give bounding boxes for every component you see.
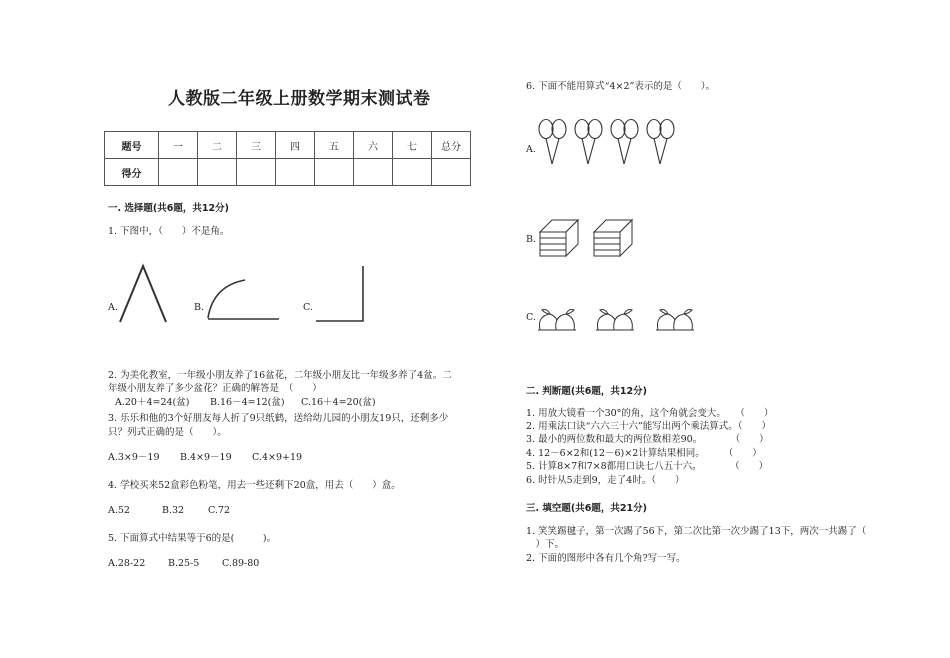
q3-line2: 只？列式正确的是（ ）。 xyxy=(108,427,227,438)
q6-option-c: C. xyxy=(526,312,536,323)
q4-option-a: A.52 xyxy=(108,505,130,516)
score-header-cell: 六 xyxy=(354,132,393,159)
score-row-label: 得分 xyxy=(105,159,159,186)
paper-title: 人教版二年级上册数学期末测试卷 xyxy=(168,89,431,109)
score-cell[interactable] xyxy=(237,159,276,186)
q6-option-b: B. xyxy=(526,234,537,245)
q2-option-b: B.16－4=12(盆) xyxy=(210,397,285,408)
q6-text: 6. 下面不能用算式“4×2”表示的是（ ）。 xyxy=(526,81,716,92)
score-header-cell: 七 xyxy=(393,132,432,159)
score-header-cell: 题号 xyxy=(105,132,159,159)
peach-pair-icon xyxy=(656,310,694,331)
score-cell[interactable] xyxy=(354,159,393,186)
score-cell[interactable] xyxy=(159,159,198,186)
q6-option-a: A. xyxy=(526,144,536,155)
q2-line1: 2. 为美化教室，一年级小朋友养了16盆花，二年级小朋友比一年级多养了4盆。二 xyxy=(108,370,452,381)
balloon-pair-icon xyxy=(539,120,566,165)
score-table xyxy=(104,131,471,186)
section2-heading: 二. 判断题(共6题，共12分) xyxy=(526,386,647,397)
q4-option-b: B.32 xyxy=(162,505,185,516)
judgement-item: 3. 最小的两位数和最大的两位数相差90。 （ ） xyxy=(526,434,769,445)
score-cell[interactable] xyxy=(276,159,315,186)
q5-text: 5. 下面算式中结果等于6的是( )。 xyxy=(108,533,277,544)
judgement-item: 1. 用放大镜看一个30°的角，这个角就会变大。 （ ） xyxy=(526,408,774,419)
score-header-cell: 三 xyxy=(237,132,276,159)
q1-option-b: B. xyxy=(194,302,205,313)
peaches-picture xyxy=(538,306,698,334)
score-header-cell: 四 xyxy=(276,132,315,159)
fill-q1-line1: 1. 笑笑踢毽子，第一次踢了56下，第二次比第一次少踢了13下，两次一共踢了（ xyxy=(526,526,867,537)
q3-line1: 3. 乐乐和他的3个好朋友每人折了9只纸鹤，送给幼儿园的小朋友19只，还剩多少 xyxy=(108,413,449,424)
book-stack-icon xyxy=(594,220,632,256)
score-header-cell: 二 xyxy=(198,132,237,159)
inverted-v-angle-figure xyxy=(118,264,168,324)
judgement-item: 5. 计算8×7和7×8都用口诀七八五十六。 （ ） xyxy=(526,461,769,472)
score-cell[interactable] xyxy=(393,159,432,186)
score-cell[interactable] xyxy=(198,159,237,186)
book-stack-icon xyxy=(540,220,578,256)
q4-option-c: C.72 xyxy=(208,505,231,516)
q1-option-a: A. xyxy=(108,302,118,313)
arc-with-line-figure xyxy=(205,278,281,324)
section3-heading: 三. 填空题(共6题，共21分) xyxy=(526,503,647,514)
fill-q1-line2: ）下。 xyxy=(526,539,565,550)
score-cell[interactable] xyxy=(315,159,354,186)
q3-option-c: C.4×9+19 xyxy=(252,452,303,463)
q1-option-c: C. xyxy=(303,302,313,313)
q2-option-a: A.20＋4=24(盆) xyxy=(115,397,190,408)
balloon-pair-icon xyxy=(575,120,602,165)
score-table-header-row xyxy=(105,132,471,159)
section1-heading: 一. 选择题(共6题，共12分) xyxy=(108,203,229,214)
balloon-pair-icon xyxy=(611,120,638,165)
q3-option-a: A.3×9－19 xyxy=(108,452,160,463)
judgement-item: 6. 时针从5走到9，走了4时。（ ） xyxy=(526,475,685,486)
peach-pair-icon xyxy=(596,310,634,331)
q2-line2: 年级小朋友养了多少盆花？正确的解答是 （ ） xyxy=(108,383,322,394)
q3-option-b: B.4×9－19 xyxy=(180,452,232,463)
score-table-score-row xyxy=(105,159,471,186)
score-header-cell: 一 xyxy=(159,132,198,159)
score-cell[interactable] xyxy=(432,159,471,186)
judgement-item: 2. 用乘法口诀“六六三十六”能写出两个乘法算式。（ ） xyxy=(526,421,772,432)
score-header-cell: 五 xyxy=(315,132,354,159)
judgement-item: 4. 12－6×2和(12－6)×2计算结果相同。 （ ） xyxy=(526,448,762,459)
fill-q2-text: 2. 下面的图形中各有几个角?写一写。 xyxy=(526,553,686,564)
q5-option-c: C.89-80 xyxy=(222,558,260,569)
q2-option-c: C.16＋4=20(盆) xyxy=(301,397,376,408)
balloon-pair-icon xyxy=(647,120,674,165)
book-stacks-picture xyxy=(538,210,638,258)
right-angle-figure xyxy=(312,264,366,324)
balloons-picture xyxy=(538,118,678,168)
peach-pair-icon xyxy=(538,310,576,331)
score-header-cell: 总分 xyxy=(432,132,471,159)
q5-option-a: A.28-22 xyxy=(108,558,146,569)
q4-text: 4. 学校买来52盒彩色粉笔，用去一些还剩下20盒，用去（ ）盒。 xyxy=(108,480,401,491)
q5-option-b: B.25-5 xyxy=(168,558,200,569)
q1-text: 1. 下图中，（ ）不是角。 xyxy=(108,226,230,237)
